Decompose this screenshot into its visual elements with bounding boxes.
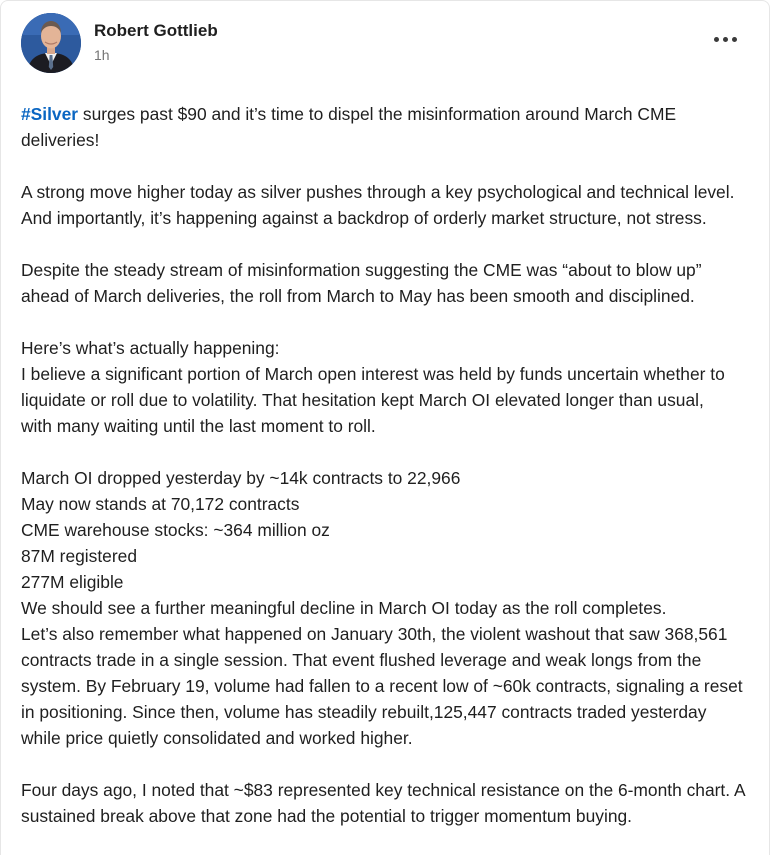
- avatar[interactable]: [21, 13, 81, 73]
- post-timestamp: 1h: [94, 47, 110, 63]
- post-line: contracts trade in a single session. That event flushed leverage and weak longs from the: [21, 650, 702, 670]
- post-line: liquidate or roll due to volatility. That hesitation kept March OI elevated longer than usual,: [21, 390, 704, 410]
- post-line: in positioning. Since then, volume has steadily rebuilt,125,447 contracts traded yesterday: [21, 702, 707, 722]
- hashtag-link[interactable]: #Silver: [21, 104, 79, 124]
- post-line: Four days ago, I noted that ~$83 represented key technical resistance on the 6-month chart. A: [21, 780, 746, 800]
- post-line: #Silver surges past $90 and it’s time to dispel the misinformation around March CME: [21, 104, 677, 124]
- post-line: We should see a further meaningful decline in March OI today as the roll completes.: [21, 598, 667, 618]
- post-paragraph: [21, 335, 756, 439]
- post-line: And importantly, it’s happening against a backdrop of orderly market structure, not stress.: [21, 208, 707, 228]
- post-line: CME warehouse stocks: ~364 million oz: [21, 520, 330, 540]
- post-body: [21, 101, 756, 855]
- post-line: May now stands at 70,172 contracts: [21, 494, 300, 514]
- more-options-button[interactable]: [707, 25, 743, 53]
- post-header: [21, 13, 751, 75]
- post-paragraph: [21, 465, 756, 751]
- post-paragraph: [21, 179, 756, 231]
- post-paragraph: [21, 257, 756, 309]
- post-line: deliveries!: [21, 130, 100, 150]
- author-name[interactable]: Robert Gottlieb: [94, 21, 218, 40]
- post-line: I believe a significant portion of March open interest was held by funds uncertain whether to: [21, 364, 725, 384]
- post-line: Let’s also remember what happened on January 30th, the violent washout that saw 368,561: [21, 624, 728, 644]
- post-line: while price quietly consolidated and worked higher.: [21, 728, 413, 748]
- post-line: March OI dropped yesterday by ~14k contracts to 22,966: [21, 468, 461, 488]
- post-line: Despite the steady stream of misinformation suggesting the CME was “about to blow up”: [21, 260, 702, 280]
- post-paragraph: [21, 101, 756, 153]
- author-photo: [21, 13, 81, 73]
- post-line: 277M eligible: [21, 572, 124, 592]
- post-paragraph: [21, 777, 756, 829]
- post-line: sustained break above that zone had the potential to trigger momentum buying.: [21, 806, 632, 826]
- post-line: with many waiting until the last moment to roll.: [21, 416, 376, 436]
- post-line: Here’s what’s actually happening:: [21, 338, 280, 358]
- post-line: A strong move higher today as silver pushes through a key psychological and technical level.: [21, 182, 735, 202]
- more-horizontal-icon: [714, 37, 737, 42]
- post-line: 87M registered: [21, 546, 137, 566]
- post-line: system. By February 19, volume had fallen to a recent low of ~60k contracts, signaling a reset: [21, 676, 743, 696]
- post-line: ahead of March deliveries, the roll from March to May has been smooth and disciplined.: [21, 286, 695, 306]
